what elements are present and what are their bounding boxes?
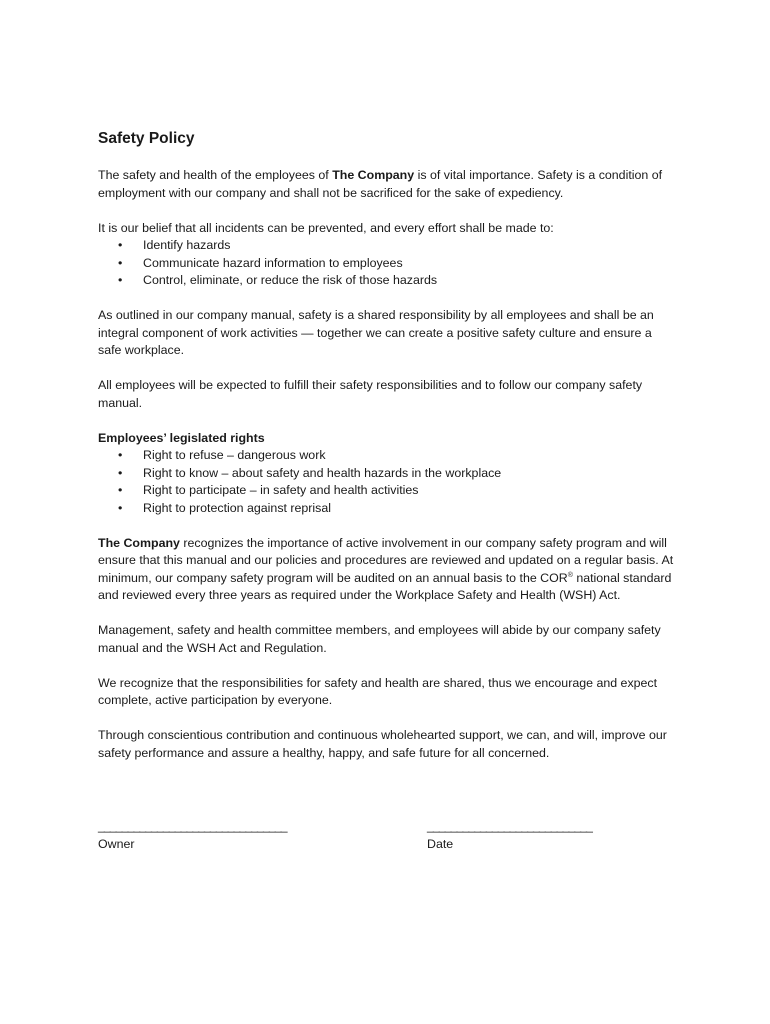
date-signature-line: ____________________________ — [427, 819, 592, 833]
list-item: • Communicate hazard information to employees — [98, 255, 676, 273]
employee-expectations-paragraph: All employees will be expected to fulfill their safety responsibilities and to follow our company safety manual. — [98, 378, 643, 410]
list-item: • Identify hazards — [98, 237, 676, 255]
list-item: • Right to participate – in safety and health activities — [98, 482, 676, 500]
intro-text-end: is of vital importance. Safety is a condition of employment with our company and shall not be sacrificed for the sake of expediency. — [98, 168, 663, 200]
rights-heading: Employees’ legislated rights — [98, 430, 265, 445]
bullet-icon: • — [118, 238, 123, 252]
bullet-icon: • — [118, 465, 123, 480]
owner-label: Owner — [98, 836, 135, 851]
bullet-icon: • — [118, 273, 123, 287]
rights-section — [98, 430, 676, 518]
program-review-paragraph: The Company recognizes the importance of active involvement in our company safety program and will ensure that this manual and our policies and procedures are reviewed and updated on a regular basis. At minimum, our company safety program will be audited on an annual basis to the COR® national standard and reviewed every three years as required under the Workplace Safety and Health (WSH) Act. — [98, 535, 674, 602]
rights-list — [98, 447, 676, 517]
list-item: • Right to know – about safety and health hazards in the workplace — [98, 465, 676, 483]
list-item: • Control, eliminate, or reduce the risk of those hazards — [98, 272, 676, 290]
list-item: • Right to refuse – dangerous work — [98, 447, 676, 465]
participation-paragraph: We recognize that the responsibilities for safety and health are shared, thus we encourage and expect complete, active participation by everyone. — [98, 675, 658, 707]
bullet-icon: • — [118, 483, 123, 497]
owner-signature-line: ________________________________ — [98, 819, 287, 833]
intro-text-start: The safety and health of the employees of — [98, 168, 333, 182]
document-body — [98, 129, 676, 780]
date-label: Date — [427, 836, 454, 851]
bullet-icon: • — [118, 500, 123, 515]
owner-signature-block — [98, 818, 287, 853]
closing-paragraph: Through conscientious contribution and continuous wholehearted support, we can, and will, improve our safety performance and assure a healthy, happy, and safe future for all concerned. — [98, 728, 667, 760]
bullet-icon: • — [118, 255, 123, 270]
date-signature-block — [427, 818, 592, 853]
bullet-icon: • — [118, 448, 123, 462]
prevention-list — [98, 237, 676, 290]
compliance-paragraph: Management, safety and health committee members, and employees will abide by our company safety manual and the WSH Act and Regulation. — [98, 623, 661, 655]
company-name: The Company — [332, 168, 415, 182]
intro-paragraph — [98, 167, 676, 202]
registered-mark: ® — [567, 571, 573, 579]
prevention-intro: It is our belief that all incidents can be prevented, and every effort shall be made to: — [98, 220, 554, 235]
list-item: • Right to protection against reprisal — [98, 500, 676, 518]
prevention-section — [98, 220, 676, 290]
shared-responsibility-paragraph: As outlined in our company manual, safety is a shared responsibility by all employees and shall be an integral component of work activities — together we can create a positive safety culture and ensure a safe workplace. — [98, 308, 654, 357]
page-title: Safety Policy — [98, 130, 195, 147]
company-name: The Company — [98, 535, 180, 550]
